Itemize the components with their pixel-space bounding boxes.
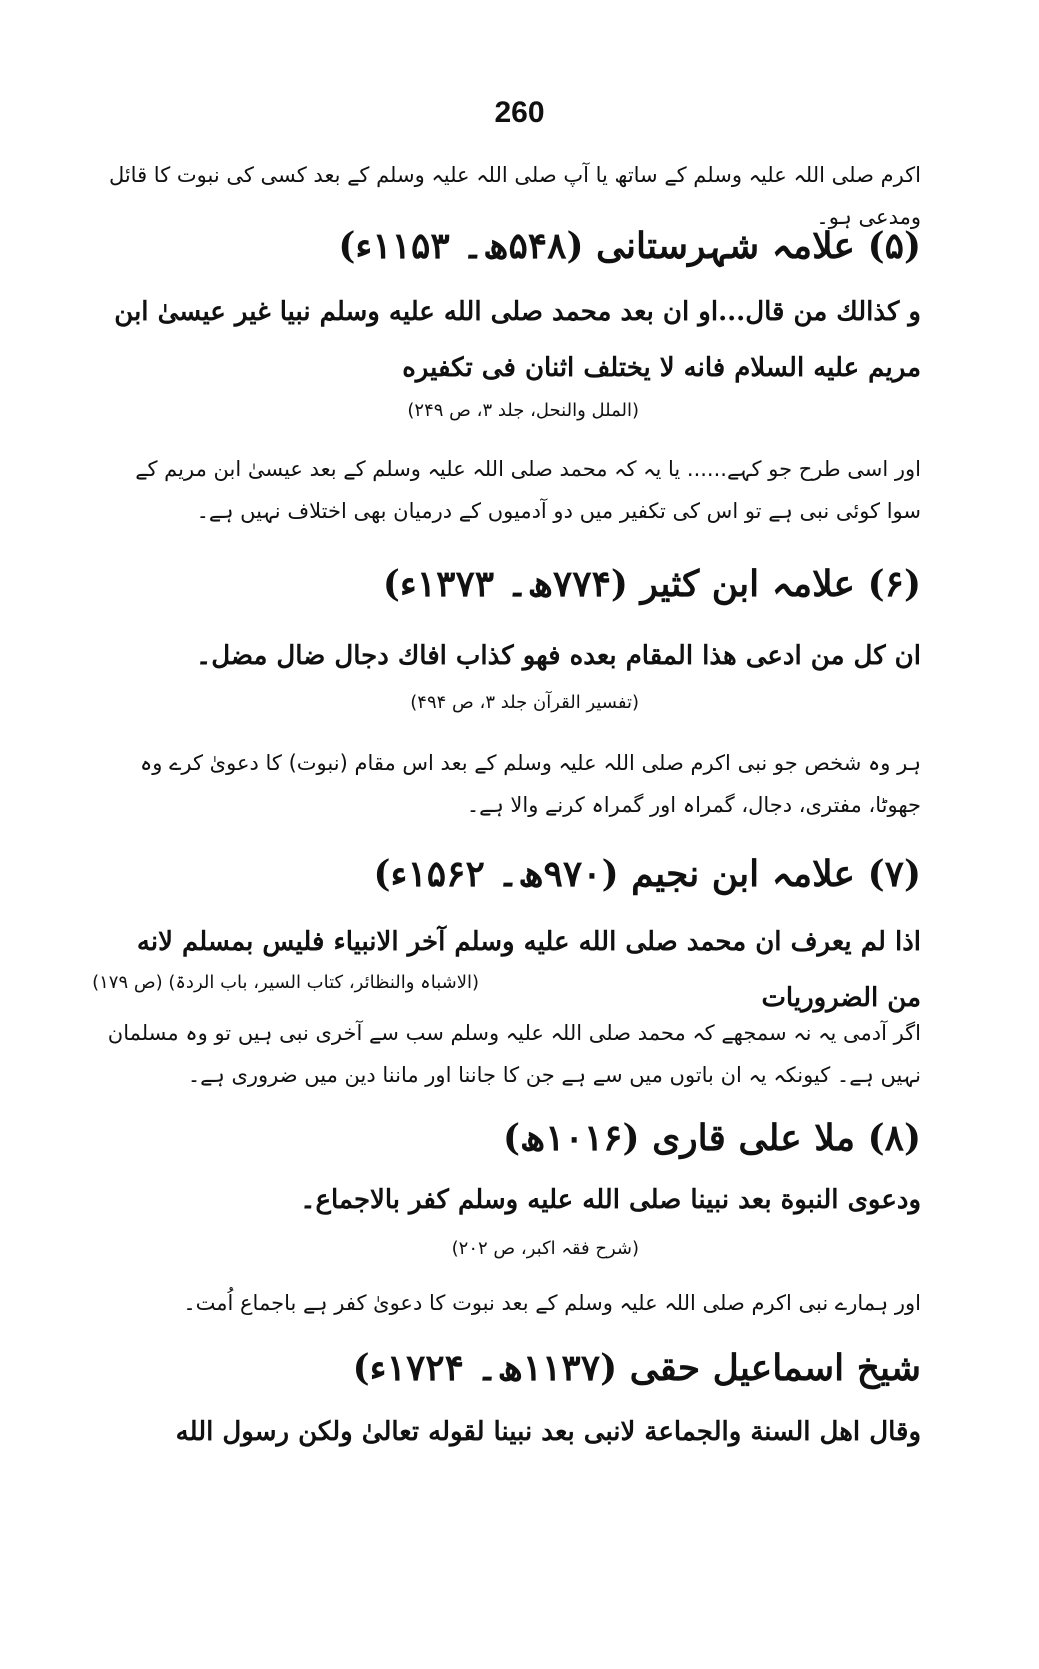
section-heading: (۸) ملا علی قاری (۱۰۱۶ھ) [502, 1117, 921, 1159]
urdu-translation: ہر وہ شخص جو نبی اکرم صلی اللہ علیہ وسلم کے بعد اس مقام (نبوت) کا دعویٰ کرے وہ جھوٹا، مفتری، دجال، گمراہ اور گمراہ کرنے والا ہے۔ [140, 751, 921, 817]
arabic-quote: ودعوى النبوة بعد نبينا صلى الله عليه وسلم كفر بالاجماع۔ [300, 1185, 921, 1215]
urdu-translation: اگر آدمی یہ نہ سمجھے کہ محمد صلی اللہ علیہ وسلم سب سے آخری نبی ہیں تو وہ مسلمان نہیں ہے۔ کیونکہ یہ ان باتوں میں سے ہے جن کا جاننا اور ماننا دین میں ضروری ہے۔ [107, 1021, 921, 1087]
section-heading: شیخ اسماعیل حقی (۱۱۳۷ھ۔ ۱۷۲۴ء) [352, 1347, 921, 1389]
page-number: 260 [494, 96, 545, 129]
source-reference: (شرح فقہ اکبر، ص ۲۰۲) [451, 1238, 639, 1259]
arabic-quote: ان كل من ادعى هذا المقام بعده فهو كذاب افاك دجال ضال مضل۔ [195, 641, 921, 671]
section-heading: (۵) علامہ شہرستانی (۵۴۸ھ۔ ۱۱۵۳ء) [338, 225, 921, 267]
source-reference: (الملل والنحل، جلد ۳، ص ۲۴۹) [407, 400, 639, 421]
arabic-quote: و کذالك من قال...او ان بعد محمد صلى الله عليه وسلم نبيا غير عيسىٰ ابن مريم عليه السلام فانه لا يختلف اثنان فى تكفيره [114, 297, 921, 383]
section-heading: (۷) علامہ ابن نجیم (۹۷۰ھ۔ ۱۵۶۲ء) [373, 853, 921, 895]
source-reference: (الاشباہ والنظائر، کتاب السیر، باب الردۃ) (ص ۱۷۹) [92, 972, 479, 993]
source-reference: (تفسیر القرآن جلد ۳، ص ۴۹۴) [410, 692, 639, 713]
urdu-translation: اور ہمارے نبی اکرم صلی اللہ علیہ وسلم کے بعد نبوت کا دعویٰ کفر ہے باجماع اُمت۔ [183, 1291, 921, 1315]
intro-line: اکرم صلی اللہ علیہ وسلم کے ساتھ یا آپ صلی اللہ علیہ وسلم کے بعد کسی کی نبوت کا قائل ومدعی ہو۔ [108, 163, 921, 229]
arabic-quote: اذا لم يعرف ان محمد صلى الله عليه وسلم آخر الانبياء فليس بمسلم لانه من الضروريات [136, 927, 921, 1013]
section-heading: (۶) علامہ ابن کثیر (۷۷۴ھ۔ ۱۳۷۳ء) [382, 563, 921, 605]
urdu-translation: اور اسی طرح جو کہے...... یا یہ کہ محمد صلی اللہ علیہ وسلم کے بعد عیسیٰ ابن مریم کے سوا کوئی نبی ہے تو اس کی تکفیر میں دو آدمیوں کے درمیان بھی اختلاف نہیں ہے۔ [135, 457, 921, 523]
arabic-quote: وقال اهل السنة والجماعة لانبى بعد نبينا لقوله تعالىٰ ولكن رسول الله [175, 1417, 921, 1447]
